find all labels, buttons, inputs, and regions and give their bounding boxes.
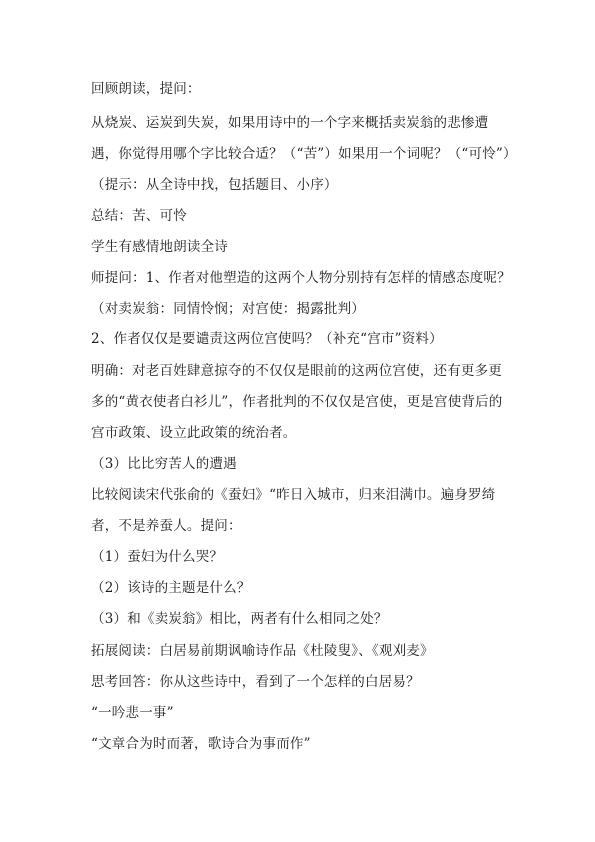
text-line: 学生有感情地朗读全诗 <box>91 239 228 255</box>
text-line: 比较阅读宋代张俞的《蚕妇》“昨日入城市，归来泪满巾。遍身罗绮 <box>91 487 496 503</box>
text-line: 思考回答：你从这些诗中，看到了一个怎样的白居易？ <box>91 674 420 690</box>
text-line: （对卖炭翁：同情怜悯；对宫使：揭露批判） <box>91 301 365 317</box>
text-line: （提示：从全诗中找，包括题目、小序） <box>91 177 338 193</box>
text-line: （3）比比穷苦人的遭遇 <box>91 456 237 472</box>
text-line: （2）该诗的主题是什么？ <box>91 580 251 596</box>
text-line: 者，不是养蚕人。提问： <box>91 518 242 534</box>
text-line: 宫市政策、设立此政策的统治者。 <box>91 425 297 441</box>
text-line: 总结：苦、可怜 <box>91 208 187 224</box>
text-line: “文章合为时而著，歌诗合为事而作” <box>91 736 311 752</box>
text-line: 遇，你觉得用哪个字比较合适？（“苦”）如果用一个词呢？（“可怜”） <box>91 146 517 162</box>
text-line: “一吟悲一事” <box>91 705 174 721</box>
text-line: 2、作者仅仅是要谴责这两位宫使吗？（补充“宫市”资料） <box>91 331 443 347</box>
text-line: 师提问：1、作者对他塑造的这两个人物分别持有怎样的情感态度呢？ <box>91 270 511 286</box>
text-line: （1）蚕妇为什么哭？ <box>91 549 224 565</box>
text-line: 从烧炭、运炭到失炭，如果用诗中的一个字来概括卖炭翁的悲惨遭 <box>91 115 489 131</box>
text-line: 明确：对老百姓肆意掠夺的不仅仅是眼前的这两位宫使，还有更多更 <box>91 363 502 379</box>
text-line: 回顾朗读，提问： <box>91 81 201 97</box>
text-line: 多的“黄衣使者白衫儿”，作者批判的不仅仅是宫使，更是宫使背后的 <box>91 394 503 410</box>
text-line: （3）和《卖炭翁》相比，两者有什么相同之处？ <box>91 611 388 627</box>
text-line: 拓展阅读：白居易前期讽喻诗作品《杜陵叟》、《观刈麦》 <box>91 643 434 659</box>
